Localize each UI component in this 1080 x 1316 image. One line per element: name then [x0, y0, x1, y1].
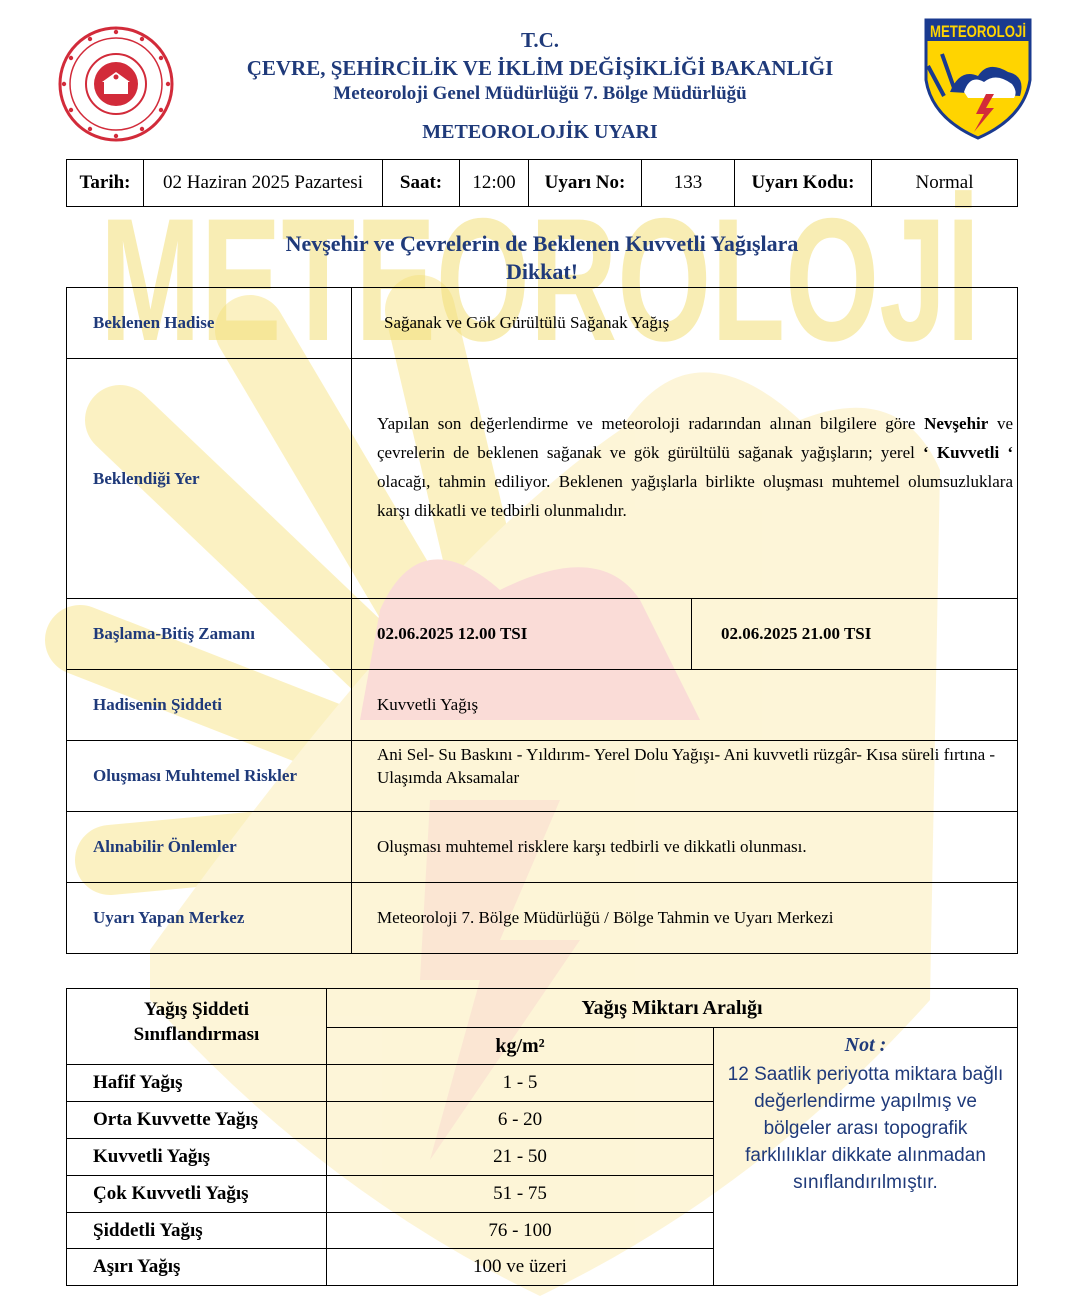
warning-no-value: 133	[642, 160, 735, 207]
start-end-label: Başlama-Bitiş Zamanı	[67, 599, 352, 670]
expected-event-value: Sağanak ve Gök Gürültülü Sağanak Yağış	[352, 288, 1018, 359]
issuing-center-value: Meteoroloji 7. Bölge Müdürlüğü / Bölge Tahmin ve Uyarı Merkezi	[352, 883, 1018, 954]
class-range: 6 - 20	[327, 1102, 714, 1139]
warning-code-value: Normal	[872, 160, 1018, 207]
risks-value: Ani Sel- Su Baskını - Yıldırım- Yerel Dolu Yağışı- Ani kuvvetli rüzgâr- Kısa süreli fırtına - Ulaşımda Aksamalar	[352, 741, 1018, 812]
unit-header: kg/m²	[327, 1028, 714, 1065]
class-range: 76 - 100	[327, 1213, 714, 1249]
expected-event-label: Beklenen Hadise	[67, 288, 352, 359]
class-name: Hafif Yağış	[67, 1065, 327, 1102]
row-risks	[67, 741, 1018, 812]
header-document-type: METEOROLOJİK UYARI	[422, 121, 658, 143]
rain-classification-table	[66, 988, 1018, 1286]
row-expected-event	[67, 288, 1018, 359]
warning-title-line1: Nevşehir ve Çevrelerin de Beklenen Kuvvetli Yağışlara	[285, 231, 799, 256]
watermark-text: METEOROLOJİ	[100, 183, 980, 378]
class-name: Kuvvetli Yağış	[67, 1139, 327, 1176]
risks-label: Oluşması Muhtemel Riskler	[67, 741, 352, 812]
precautions-label: Alınabilir Önlemler	[67, 812, 352, 883]
place-text-2: ve çevrelerin de beklenen sağanak ve gök gürültülü sağanak yağışların; yerel	[377, 413, 1014, 462]
class-name: Çok Kuvvetli Yağış	[67, 1176, 327, 1213]
row-expected-place	[67, 359, 1018, 599]
row-issuing-center	[67, 883, 1018, 954]
expected-place-label: Beklendiği Yer	[67, 359, 352, 599]
warning-title-line2: Dikkat!	[505, 259, 579, 284]
classification-note	[714, 1028, 1018, 1286]
end-time-value: 02.06.2025 21.00 TSI	[692, 599, 1018, 670]
header-directorate: Meteoroloji Genel Müdürlüğü 7. Bölge Müdürlüğü	[333, 83, 747, 104]
time-label: Saat:	[383, 160, 460, 207]
classification-header	[67, 989, 327, 1065]
note-title: Not :	[844, 1034, 887, 1056]
row-start-end-time	[67, 599, 1018, 670]
amount-range-header: Yağış Miktarı Aralığı	[327, 989, 1018, 1028]
document-header	[0, 0, 1080, 160]
class-range: 51 - 75	[327, 1176, 714, 1213]
classification-header-line2: Sınıflandırması	[133, 1024, 260, 1045]
warning-title	[66, 230, 1018, 286]
class-name: Aşırı Yağış	[67, 1249, 327, 1286]
class-range: 1 - 5	[327, 1065, 714, 1102]
place-bold-intensity: ‘ Kuvvetli ‘	[923, 442, 1013, 462]
meteoroloji-logo-icon	[924, 18, 1032, 140]
issuing-center-label: Uyarı Yapan Merkez	[67, 883, 352, 954]
start-time-value: 02.06.2025 12.00 TSI	[352, 599, 692, 670]
header-tc: T.C.	[520, 28, 560, 52]
time-value: 12:00	[460, 160, 529, 207]
severity-label: Hadisenin Şiddeti	[67, 670, 352, 741]
precautions-value: Oluşması muhtemel risklere karşı tedbirli ve dikkatli olunması.	[352, 812, 1018, 883]
place-text-1: Yapılan son değerlendirme ve meteoroloji radarından alınan bilgilere göre	[377, 413, 916, 433]
header-ministry: ÇEVRE, ŞEHİRCİLİK VE İKLİM DEĞİŞİKLİĞİ BAKANLIĞI	[246, 56, 834, 80]
class-name: Şiddetli Yağış	[67, 1213, 327, 1249]
expected-place-value	[352, 359, 1018, 599]
place-bold-city: Nevşehir	[924, 413, 989, 433]
class-range: 21 - 50	[327, 1139, 714, 1176]
warning-code-label: Uyarı Kodu:	[735, 160, 872, 207]
row-precautions	[67, 812, 1018, 883]
date-value: 02 Haziran 2025 Pazartesi	[144, 160, 383, 207]
row-severity	[67, 670, 1018, 741]
logo-text: METEOROLOJİ	[930, 22, 1026, 41]
class-range: 100 ve üzeri	[327, 1249, 714, 1286]
class-name: Orta Kuvvette Yağış	[67, 1102, 327, 1139]
classification-header-line1: Yağış Şiddeti	[143, 999, 250, 1020]
note-text: 12 Saatlik periyotta miktara bağlı değerlendirme yapılmış ve bölgeler arası topografik farklılıklar dikkate alınmadan sınıflandırılmıştır.	[727, 1064, 1004, 1193]
warning-info-table	[66, 159, 1018, 207]
warning-details-table	[66, 287, 1018, 954]
date-label: Tarih:	[67, 160, 144, 207]
warning-no-label: Uyarı No:	[529, 160, 642, 207]
severity-value: Kuvvetli Yağış	[352, 670, 1018, 741]
place-text-3: olacağı, tahmin ediliyor. Beklenen yağışlarla birlikte oluşması muhtemel olumsuzluklara karşı dikkatli ve tedbirli olunmalıdır.	[377, 471, 1013, 520]
